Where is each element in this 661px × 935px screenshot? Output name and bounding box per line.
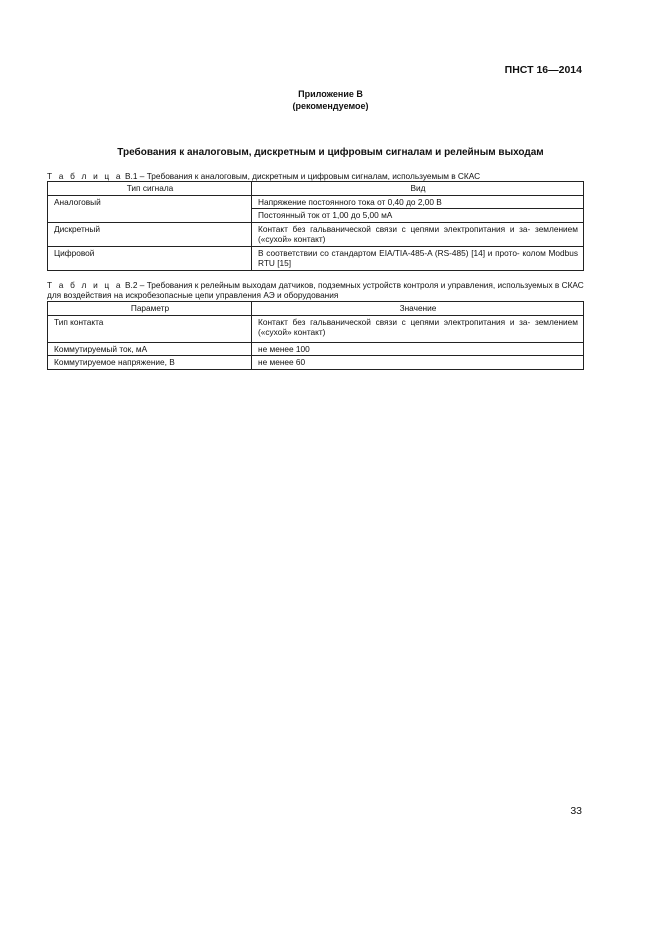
table-row [48,246,584,270]
table2-caption-text: В.2 – Требования к релейным выходам датчиков, подземных устройств контроля и управления, используемых в СКАС для воздействия на искробезопасные цепи управления АЭ и оборудования [47,280,584,300]
table1-row-label: Цифровой [48,246,252,270]
table1-caption [47,171,587,181]
table2-col1-header: Параметр [48,302,252,316]
table1-caption-text: В.1 – Требования к аналоговым, дискретным и цифровым сигналам, используемым в СКАС [122,171,481,181]
table2-col2-header: Значение [252,302,584,316]
table2-caption [47,280,587,300]
table-row [48,195,584,209]
table2-row-param: Коммутируемый ток, мА [48,342,252,356]
annex-subtitle: (рекомендуемое) [292,101,369,111]
table2-row-value: не менее 60 [252,356,584,370]
table2-row-value: не менее 100 [252,342,584,356]
annex-title: Приложение В [298,89,363,99]
table2-row-value: Контакт без гальванической связи с цепями электропитания и за- землением («сухой» контакт) [252,315,584,342]
table-row [48,315,584,342]
table2 [47,301,584,370]
table2-header-row [48,302,584,316]
table1-caption-prefix: Т а б л и ц а [47,171,123,181]
table1-header-row [48,182,584,196]
table-row [48,356,584,370]
table1-row-value: Постоянный ток от 1,00 до 5,00 мА [252,209,584,223]
table1-row-label: Аналоговый [48,195,252,222]
annex-heading [0,88,661,112]
document-code: ПНСТ 16—2014 [504,64,582,76]
table1-col2-header: Вид [252,182,584,196]
table-row [48,342,584,356]
table2-row-param: Коммутируемое напряжение, В [48,356,252,370]
table-row [48,222,584,246]
table2-row-param: Тип контакта [48,315,252,342]
table1-row-label: Дискретный [48,222,252,246]
page-number: 33 [570,805,582,817]
table1-row-value: Напряжение постоянного тока от 0,40 до 2,00 В [252,195,584,209]
table1 [47,181,584,271]
table1-col1-header: Тип сигнала [48,182,252,196]
table1-row-value: Контакт без гальванической связи с цепями электропитания и за- землением («сухой» контакт) [252,222,584,246]
section-title: Требования к аналоговым, дискретным и цифровым сигналам и релейным выходам [117,147,544,158]
table1-row-value: В соответствии со стандартом EIA/TIA-485-A (RS-485) [14] и прото- колом Modbus RTU [15] [252,246,584,270]
table2-caption-prefix: Т а б л и ц а [47,280,123,290]
